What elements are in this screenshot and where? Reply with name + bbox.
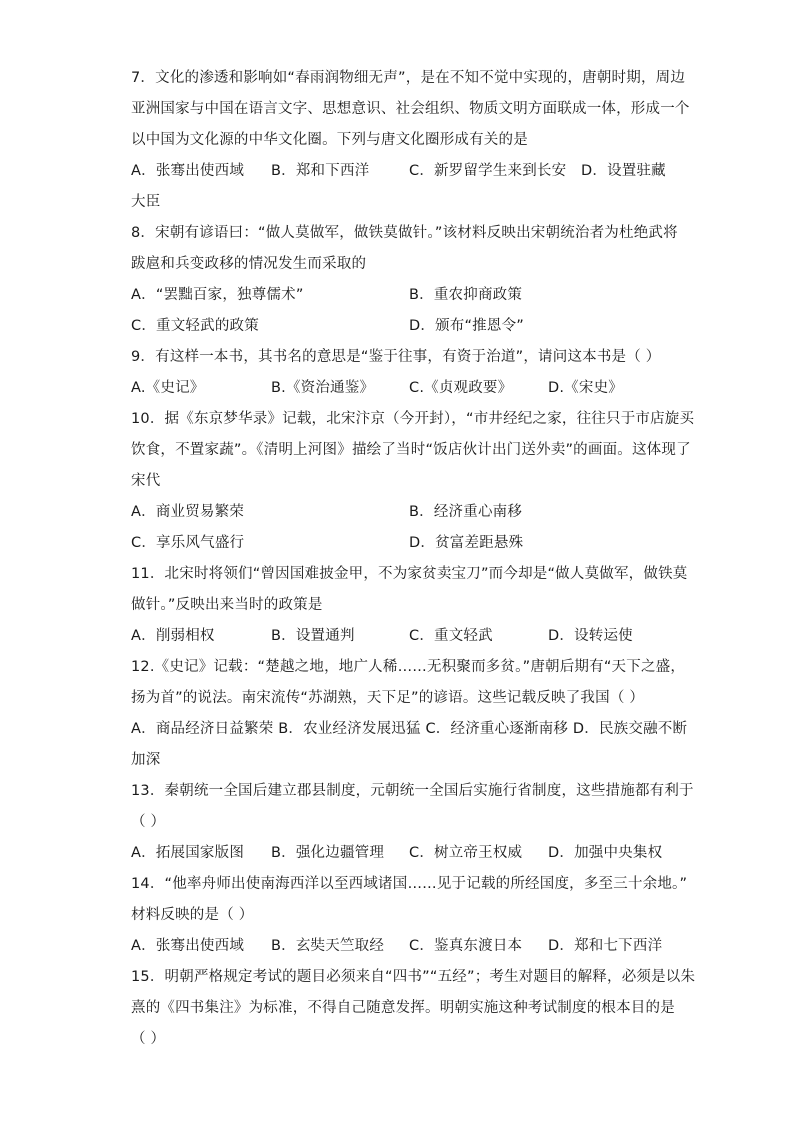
question-14-line-1: 14．“他率舟师出使南海西洋以至西域诸国……见于记载的所经国度，多至三十余地。” bbox=[131, 876, 688, 892]
question-13-option-a[interactable]: A．拓展国家版图 bbox=[131, 845, 245, 861]
question-15-line-1: 15．明朝严格规定考试的题目必须来自“四书”“五经”；考生对题目的解释，必须是以朱 bbox=[131, 969, 696, 985]
question-10-line-3: 宋代 bbox=[131, 473, 161, 489]
question-8-option-a[interactable]: A．“罢黜百家，独尊儒术” bbox=[131, 287, 304, 303]
question-14-option-a[interactable]: A．张骞出使西域 bbox=[131, 938, 245, 954]
question-10-line-1: 10．据《东京梦华录》记载，北宋汴京（今开封），“市井经纪之家，往往只于市店旋买 bbox=[131, 411, 695, 427]
question-8-line-1: 8．宋朝有谚语曰：“做人莫做军，做铁莫做针。”该材料反映出宋朝统治者为杜绝武将 bbox=[131, 225, 678, 241]
question-10-line-2: 饮食，不置家蔬”。《清明上河图》描绘了当时“饭店伙计出门送外卖”的画面。这体现了 bbox=[131, 442, 691, 458]
question-10-option-c[interactable]: C．享乐风气盛行 bbox=[131, 535, 245, 551]
question-12-line-2: 扬为首”的说法。南宋流传“苏湖熟，天下足”的谚语。这些记载反映了我国（ ） bbox=[131, 690, 645, 706]
question-10-option-b[interactable]: B．经济重心南移 bbox=[409, 504, 523, 520]
question-14-option-d[interactable]: D．郑和七下西洋 bbox=[548, 938, 663, 954]
question-9-option-c[interactable]: C.《贞观政要》 bbox=[409, 380, 513, 396]
question-13-line-1: 13．秦朝统一全国后建立郡县制度，元朝统一全国后实施行省制度，这些措施都有利于 bbox=[131, 783, 694, 799]
question-8-option-d[interactable]: D．颁布“推恩令” bbox=[409, 318, 524, 334]
question-10-option-d[interactable]: D．贫富差距悬殊 bbox=[409, 535, 524, 551]
question-11-line-1: 11．北宋时将领们“曾因国难披金甲，不为家贫卖宝刀”而今却是“做人莫做军，做铁莫 bbox=[131, 566, 688, 582]
question-8-option-c[interactable]: C．重文轻武的政策 bbox=[131, 318, 259, 334]
question-10-option-a[interactable]: A．商业贸易繁荣 bbox=[131, 504, 245, 520]
question-15-line-3: （ ） bbox=[131, 1031, 166, 1047]
question-7-line-3: 以中国为文化源的中华文化圈。下列与唐文化圈形成有关的是 bbox=[131, 132, 528, 148]
question-7-option-d[interactable]: D．设置驻藏 bbox=[581, 163, 666, 179]
question-13-option-c[interactable]: C．树立帝王权威 bbox=[409, 845, 523, 861]
question-7-option-c[interactable]: C．新罗留学生来到长安 bbox=[409, 163, 567, 179]
question-13-option-b[interactable]: B．强化边疆管理 bbox=[271, 845, 385, 861]
question-11-option-d[interactable]: D．设转运使 bbox=[548, 628, 633, 644]
question-13-line-2: （ ） bbox=[131, 814, 166, 830]
question-8-option-b[interactable]: B．重农抑商政策 bbox=[409, 287, 523, 303]
question-14-line-2: 材料反映的是（ ） bbox=[131, 907, 254, 923]
question-15-line-2: 熹的《四书集注》为标准，不得自己随意发挥。明朝实施这种考试制度的根本目的是 bbox=[131, 1000, 675, 1016]
question-8-line-2: 跋扈和兵变政移的情况发生而采取的 bbox=[131, 256, 367, 272]
question-11-option-c[interactable]: C．重文轻武 bbox=[409, 628, 493, 644]
question-7-option-b[interactable]: B．郑和下西洋 bbox=[271, 163, 370, 179]
question-7-option-a[interactable]: A．张骞出使西域 bbox=[131, 163, 245, 179]
question-12-line-1: 12.《史记》记载：“楚越之地，地广人稀……无积聚而多贫。”唐朝后期有“天下之盛， bbox=[131, 659, 686, 675]
question-9-option-b[interactable]: B.《资治通鉴》 bbox=[271, 380, 375, 396]
question-13-option-d[interactable]: D．加强中央集权 bbox=[548, 845, 663, 861]
question-9-line-1: 9．有这样一本书，其书名的意思是“鉴于往事，有资于治道”，请问这本书是（ ） bbox=[131, 349, 661, 365]
question-7-line-2: 亚洲国家与中国在语言文字、思想意识、社会组织、物质文明方面联成一体，形成一个 bbox=[131, 101, 690, 117]
question-7-line-1: 7．文化的渗透和影响如“春雨润物细无声”，是在不知不觉中实现的，唐朝时期，周边 bbox=[131, 70, 686, 86]
question-11-line-2: 做针。”反映出来当时的政策是 bbox=[131, 597, 323, 613]
question-14-option-b[interactable]: B．玄奘天竺取经 bbox=[271, 938, 385, 954]
question-12-option-d-continuation: 加深 bbox=[131, 752, 161, 768]
question-7-option-d-continuation: 大臣 bbox=[131, 194, 161, 210]
question-14-option-c[interactable]: C．鉴真东渡日本 bbox=[409, 938, 523, 954]
question-11-option-a[interactable]: A．削弱相权 bbox=[131, 628, 215, 644]
question-9-option-a[interactable]: A.《史记》 bbox=[131, 380, 205, 396]
question-11-option-b[interactable]: B．设置通判 bbox=[271, 628, 355, 644]
question-9-option-d[interactable]: D.《宋史》 bbox=[548, 380, 623, 396]
question-12-options[interactable]: A．商品经济日益繁荣 B．农业经济发展迅猛 C．经济重心逐渐南移 D．民族交融不断 bbox=[131, 721, 688, 737]
